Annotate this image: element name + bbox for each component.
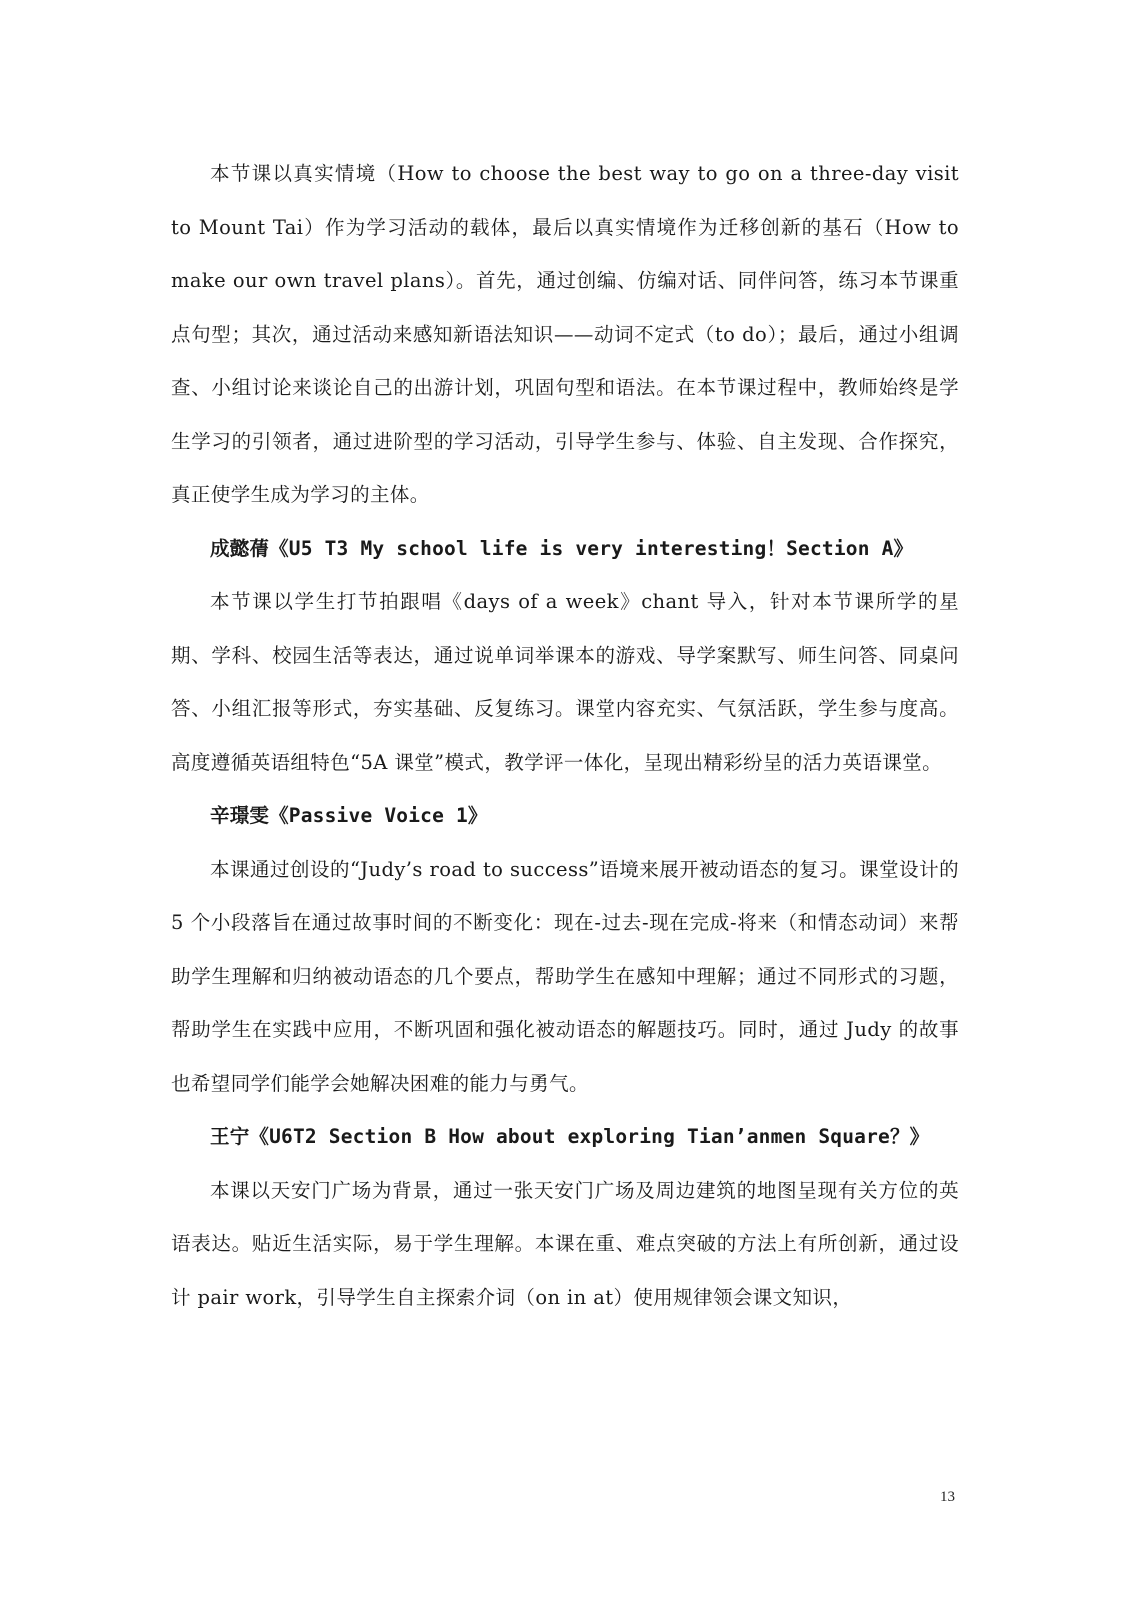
heading-tiananmen-lesson: 王宁《U6T2 Section B How about exploring Tian’anmen Square？》 (210, 1125, 930, 1148)
paragraph-passive-voice-lesson: 本课通过创设的“Judy’s road to success”语境来展开被动语态的复习。课堂设计的 5 个小段落旨在通过故事时间的不断变化：现在-过去-现在完成-将来（和情态动词）来帮助学生理解和归纳被动语态的几个要点，帮助学生在感知中理解；通过不同形式的习题，帮助学生在实践中应用，不断巩固和强化被动语态的解题技巧。同时，通过 Judy 的故事也希望同学们能学会她解决困难的能力与勇气。 (171, 857, 959, 1095)
paragraph-school-life-lesson: 本节课以学生打节拍跟唱《days of a week》chant 导入，针对本节课所学的星期、学科、校园生活等表达，通过说单词举课本的游戏、导学案默写、师生问答、同桌问答、小组汇报等形式，夯实基础、反复练习。课堂内容充实、气氛活跃，学生参与度高。高度遵循英语组特色“5A 课堂”模式，教学评一体化，呈现出精彩纷呈的活力英语课堂。 (171, 590, 959, 774)
heading-school-life-lesson: 成懿蒨《U5 T3 My school life is very interesting！Section A》 (210, 536, 914, 560)
paragraph-mount-tai-lesson: 本节课以真实情境（How to choose the best way to go on a three-day visit to Mount Tai）作为学习活动的载体，最后以真实情境作为迁移创新的基石（How to make our own travel plans）。首先，通过创编、仿编对话、同伴问答，练习本节课重点句型；其次，通过活动来感知新语法知识——动词不定式（to do）；最后，通过小组调查、小组讨论来谈论自己的出游计划，巩固句型和语法。在本节课过程中，教师始终是学生学习的引领者，通过进阶型的学习活动，引导学生参与、体验、自主发现、合作探究，真正使学生成为学习的主体。 (171, 162, 959, 506)
paragraph-tiananmen-lesson: 本课以天安门广场为背景，通过一张天安门广场及周边建筑的地图呈现有关方位的英语表达。贴近生活实际，易于学生理解。本课在重、难点突破的方法上有所创新，通过设计 pair work，引导学生自主探索介词（on in at）使用规律领会课文知识， (171, 1178, 959, 1309)
heading-passive-voice-lesson: 辛璟雯《Passive Voice 1》 (210, 804, 488, 827)
page-content (171, 147, 959, 1324)
page-number: 13 (940, 1489, 955, 1505)
